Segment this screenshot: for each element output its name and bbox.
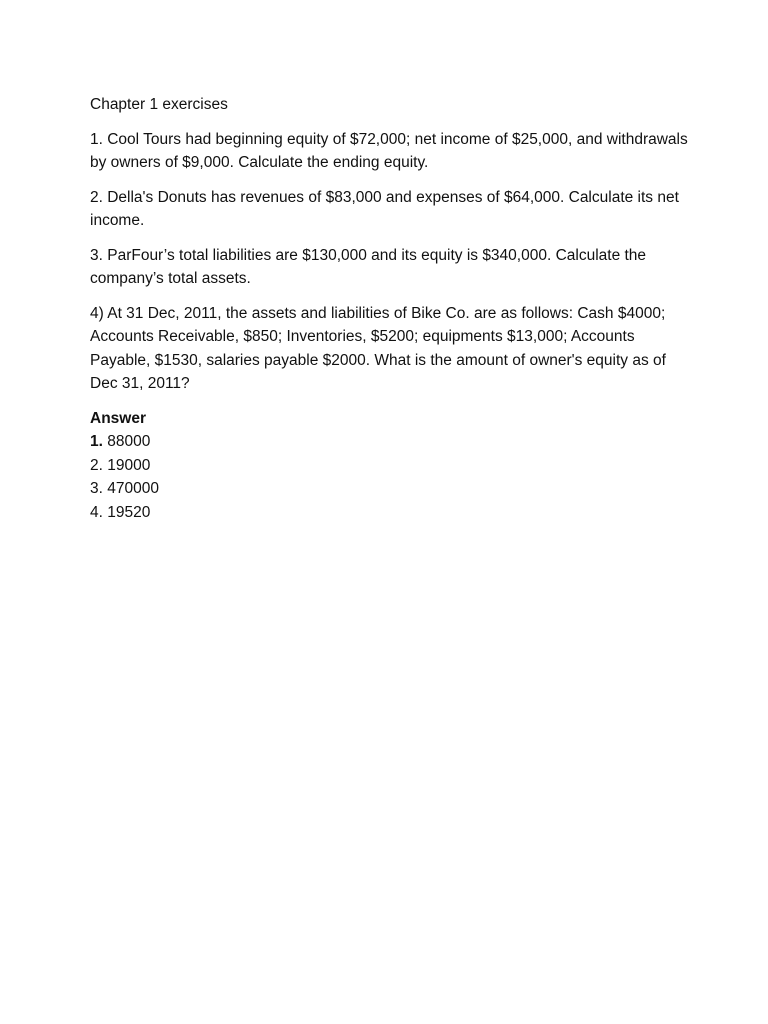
answer-heading: Answer [90,409,146,427]
question-2: 2. Della's Donuts has revenues of $83,000 and expenses of $64,000. Calculate its net income. [90,188,679,229]
answer-item-4 [90,501,690,525]
question-4: 4) At 31 Dec, 2011, the assets and liabilities of Bike Co. are as follows: Cash $4000; Accounts Receivable, $850; Inventories, $5200; equipments $13,000; Accounts Payable, $1530, salaries payable $2000. What is the amount of owner's equity as of Dec 31, 2011? [90,304,666,392]
answer-list [90,430,690,524]
answer-number: 4. [90,503,103,521]
answer-value: 470000 [107,480,159,497]
question-1: 1. Cool Tours had beginning equity of $72,000; net income of $25,000, and withdrawals by owners of $9,000. Calculate the ending equity. [90,130,688,171]
answer-item-3 [90,477,690,501]
answer-number: 2. [90,456,103,474]
answer-value: 19520 [107,503,151,521]
answer-value: 19000 [107,456,151,474]
answer-item-1 [90,430,690,454]
answer-item-2 [90,454,690,478]
answer-number: 3. [90,480,103,497]
answer-value: 88000 [107,433,151,450]
document-page [90,93,690,524]
answer-number: 1. [90,433,103,450]
document-title: Chapter 1 exercises [90,96,228,113]
question-3: 3. ParFour’s total liabilities are $130,000 and its equity is $340,000. Calculate the company’s total assets. [90,246,647,287]
